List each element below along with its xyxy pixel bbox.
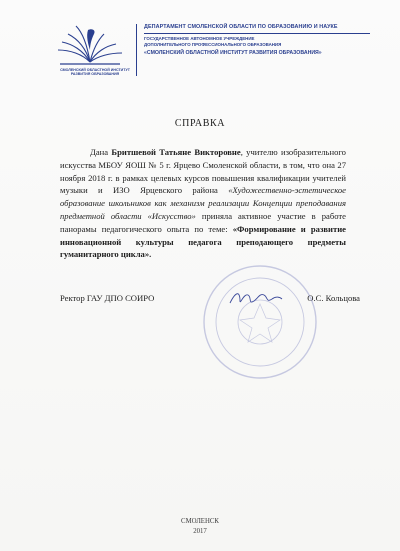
body-paragraph <box>60 146 346 261</box>
footer <box>0 517 400 537</box>
header-divider <box>136 24 137 76</box>
document-body <box>60 146 346 261</box>
logo-caption: СМОЛЕНСКИЙ ОБЛАСТНОЙ ИНСТИТУТ РАЗВИТИЯ ОБРАЗОВАНИЯ <box>60 68 130 77</box>
letterhead <box>52 20 362 80</box>
signer-position: Ректор ГАУ ДПО СОИРО <box>60 293 155 303</box>
topic-title: «Формирование и развитие инновационной культуры педагога преподающего предметы гуманитарного цикла». <box>60 223 346 260</box>
footer-year: 2017 <box>193 528 207 535</box>
body-text-1: Дана <box>90 147 112 157</box>
institution-type <box>144 36 370 48</box>
body-text-2: , учителю изобразительного искусства МБОУ ЯОШ № 5 г. Ярцево Смоленской области, в том, что она 27 ноября 2018 г. в рамках целевых курсов повышения квалификации учителей музыки и ИЗО Ярцевского района <box>60 147 346 196</box>
institution-name: «СМОЛЕНСКИЙ ОБЛАСТНОЙ ИНСТИТУТ РАЗВИТИЯ ОБРАЗОВАНИЯ» <box>144 50 322 56</box>
document-title: СПРАВКА <box>174 118 226 129</box>
department-rule <box>144 33 370 34</box>
institution-type-line1: ГОСУДАРСТВЕННОЕ АВТОНОМНОЕ УЧРЕЖДЕНИЕ <box>144 36 255 41</box>
signer-name: О.С. Кольцова <box>307 293 360 303</box>
department-name: ДЕПАРТАМЕНТ СМОЛЕНСКОЙ ОБЛАСТИ ПО ОБРАЗОВАНИЮ И НАУКЕ <box>144 24 338 30</box>
body-text-3: приняла активное участие в работе панорамы педагогического опыта по теме: <box>60 210 346 234</box>
recipient-name: Бритшевой Татьяне Викторовне <box>111 147 241 157</box>
official-seal-icon <box>200 262 320 382</box>
institution-type-line2: ДОПОЛНИТЕЛЬНОГО ПРОФЕССИОНАЛЬНОГО ОБРАЗОВАНИЯ <box>144 42 282 47</box>
footer-city: СМОЛЕНСК <box>181 518 219 525</box>
course-title: «Художественно-эстетическое образование школьников как механизм реализации Концепции преподавания предметной области «Искусство» <box>60 185 346 221</box>
